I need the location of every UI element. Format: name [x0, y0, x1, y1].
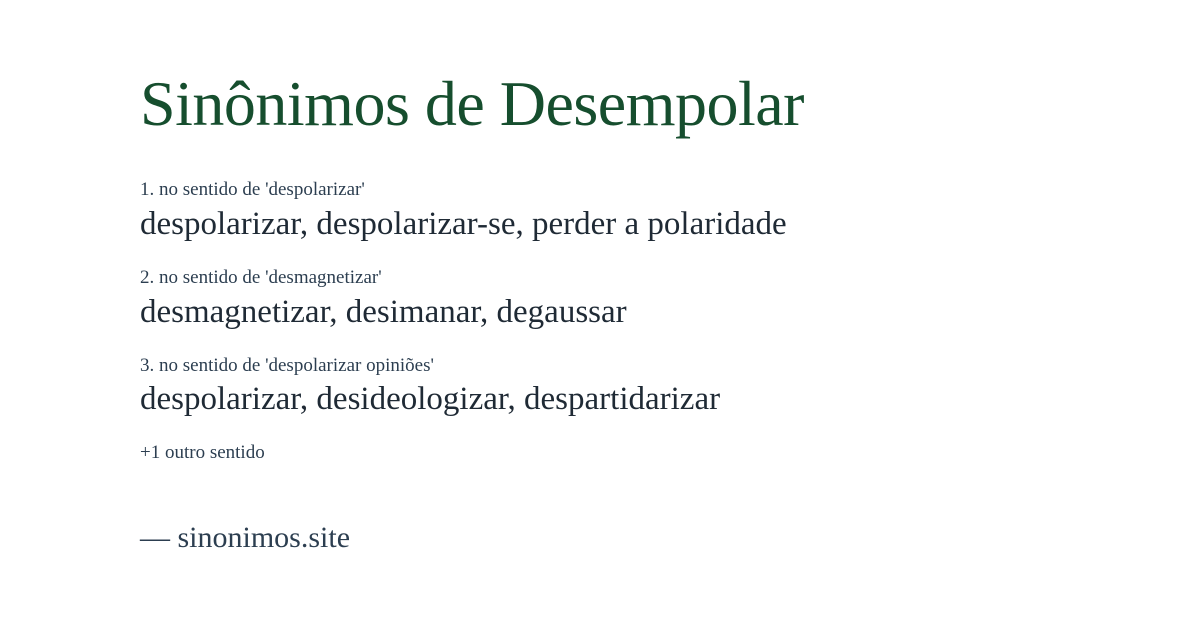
site-attribution: — sinonimos.site	[140, 520, 351, 554]
page-title: Sinônimos de Desempolar	[140, 68, 804, 139]
sense-entry	[140, 178, 1140, 246]
sense-entry	[140, 354, 1140, 422]
sense-synonyms: desmagnetizar, desimanar, degaussar	[140, 293, 627, 330]
sense-label: 1. no sentido de 'despolarizar'	[140, 179, 365, 201]
more-senses-note: +1 outro sentido	[140, 442, 265, 464]
sense-entry	[140, 266, 1140, 334]
sense-synonyms: despolarizar, desideologizar, despartidarizar	[140, 381, 721, 418]
sense-label: 2. no sentido de 'desmagnetizar'	[140, 266, 382, 288]
sense-label: 3. no sentido de 'despolarizar opiniões'	[140, 354, 434, 376]
sense-synonyms: despolarizar, despolarizar-se, perder a polaridade	[140, 206, 787, 243]
